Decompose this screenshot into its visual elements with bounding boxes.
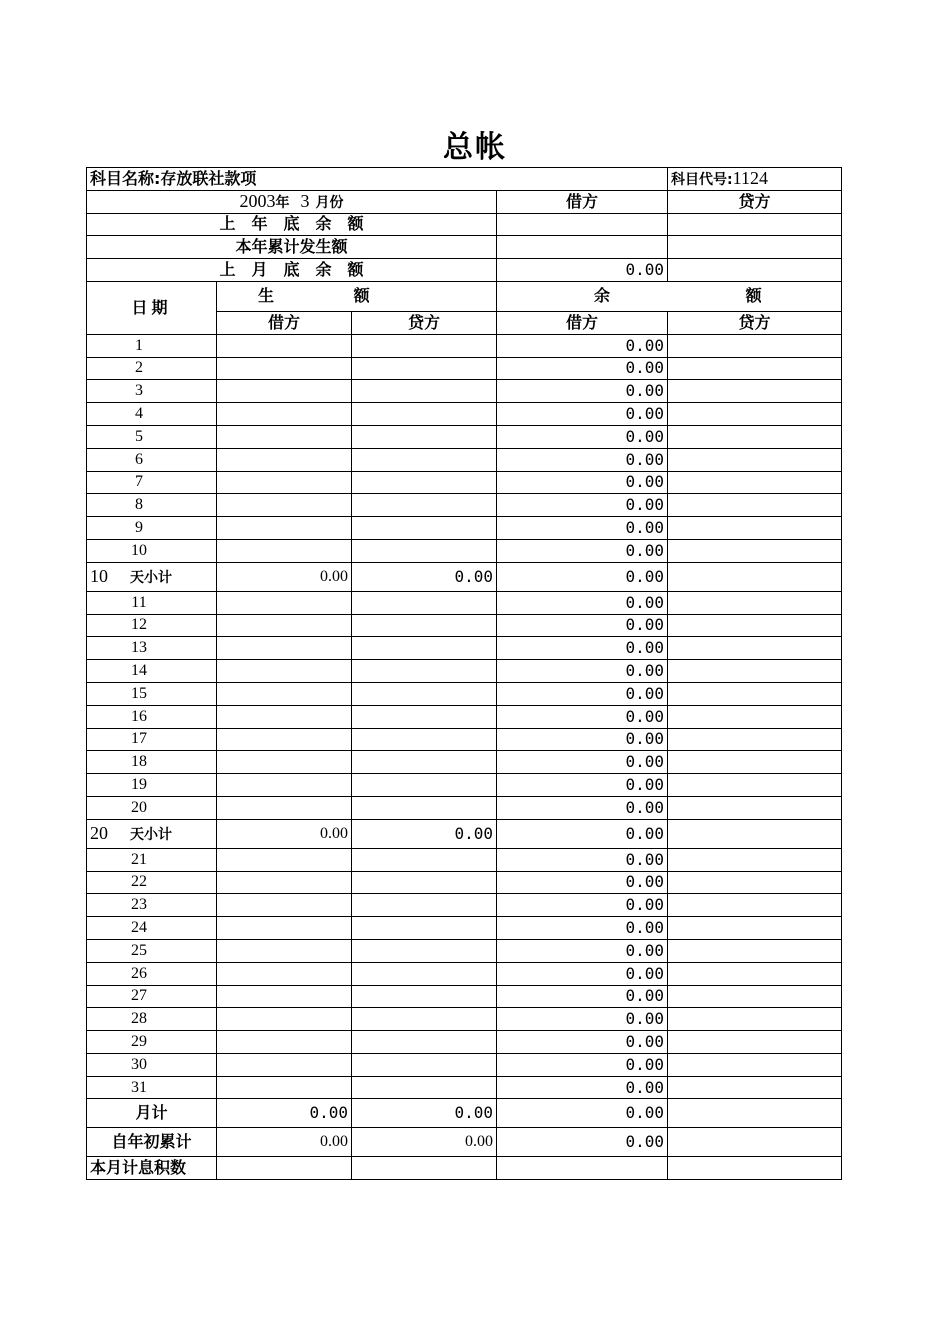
day-number: 3 [87,380,217,403]
day-balance: 0.00 [497,774,668,797]
day-balance: 0.00 [497,380,668,403]
day-number: 11 [87,591,217,614]
month-total-credit: 0.00 [352,1099,497,1128]
day-credit [352,705,497,728]
day-credit [352,1031,497,1054]
day-credit [352,660,497,683]
day-credit [352,751,497,774]
period-year-suffix: 年 [275,194,290,211]
day-balance: 0.00 [497,728,668,751]
day-balance: 0.00 [497,539,668,562]
day-credit [352,894,497,917]
day-balance-credit [668,728,842,751]
day-balance-credit [668,1008,842,1031]
balance-header-b: 额 [745,286,762,306]
debit-col-header: 借方 [217,311,352,334]
day-balance-credit [668,917,842,940]
day-balance: 0.00 [497,357,668,380]
ytd-total-label: 自年初累计 [87,1128,217,1157]
day-debit [217,334,352,357]
day-credit [352,917,497,940]
interest-cell [352,1157,497,1180]
ytd-total-balance: 0.00 [497,1128,668,1157]
day-balance-credit [668,425,842,448]
day-credit [352,774,497,797]
month-total-debit: 0.00 [217,1099,352,1128]
day-debit [217,774,352,797]
day-debit [217,682,352,705]
day-number: 23 [87,894,217,917]
day-number: 19 [87,774,217,797]
day-balance-credit [668,380,842,403]
day-number: 21 [87,848,217,871]
balance-header [497,281,842,311]
day-credit [352,357,497,380]
day-row [87,939,842,962]
day-row [87,962,842,985]
day-row [87,494,842,517]
account-code-cell [668,168,842,191]
day-debit [217,403,352,426]
day-debit [217,796,352,819]
occurrence-header-b: 额 [353,286,370,306]
day-debit [217,917,352,940]
day-number: 29 [87,1031,217,1054]
day-row [87,751,842,774]
day-balance: 0.00 [497,448,668,471]
day-debit [217,494,352,517]
period-month: 3 [300,190,310,211]
day-balance: 0.00 [497,494,668,517]
account-code: 1124 [732,167,768,188]
day-number: 10 [87,539,217,562]
month-total-empty [668,1099,842,1128]
day-row [87,334,842,357]
summary-debit: 0.00 [497,259,668,282]
day-row [87,894,842,917]
day-number: 13 [87,637,217,660]
day-row [87,1031,842,1054]
day-credit [352,682,497,705]
day-balance-credit [668,774,842,797]
day-debit [217,448,352,471]
summary-label: 本年累计发生额 [87,236,497,259]
day-row [87,357,842,380]
subtotal-debit: 0.00 [217,819,352,848]
subtotal-label-cell [87,819,217,848]
day-debit [217,1076,352,1099]
day-debit [217,660,352,683]
subtotal-credit: 0.00 [352,819,497,848]
day-balance: 0.00 [497,334,668,357]
day-balance: 0.00 [497,660,668,683]
day-balance: 0.00 [497,705,668,728]
subtotal-credit: 0.00 [352,562,497,591]
interest-cell [668,1157,842,1180]
subtotal-label: 天小计 [130,569,172,586]
interest-cell [497,1157,668,1180]
day-balance: 0.00 [497,894,668,917]
day-row [87,871,842,894]
day-debit [217,614,352,637]
day-debit [217,939,352,962]
day-number: 18 [87,751,217,774]
day-balance-credit [668,796,842,819]
day-credit [352,728,497,751]
summary-debit [497,213,668,236]
summary-credit [668,259,842,282]
day-balance-credit [668,1031,842,1054]
day-number: 9 [87,517,217,540]
day-balance: 0.00 [497,985,668,1008]
day-number: 30 [87,1053,217,1076]
day-row [87,917,842,940]
day-credit [352,425,497,448]
day-row [87,1053,842,1076]
ytd-total-credit: 0.00 [352,1128,497,1157]
day-credit [352,539,497,562]
day-balance: 0.00 [497,471,668,494]
period-year: 2003 [239,190,276,211]
subtotal-balance: 0.00 [497,819,668,848]
day-balance: 0.00 [497,848,668,871]
day-balance: 0.00 [497,1076,668,1099]
day-balance-credit [668,1053,842,1076]
month-total-balance: 0.00 [497,1099,668,1128]
day-balance: 0.00 [497,962,668,985]
day-debit [217,380,352,403]
day-credit [352,494,497,517]
day-balance: 0.00 [497,591,668,614]
subtotal-balance: 0.00 [497,562,668,591]
day-number: 6 [87,448,217,471]
subtotal-row [87,819,842,848]
day-credit [352,591,497,614]
day-balance: 0.00 [497,425,668,448]
subtotal-debit: 0.00 [217,562,352,591]
day-row [87,637,842,660]
day-row [87,448,842,471]
day-number: 15 [87,682,217,705]
day-number: 8 [87,494,217,517]
subtotal-row [87,562,842,591]
day-balance: 0.00 [497,517,668,540]
day-balance-credit [668,1076,842,1099]
day-row [87,380,842,403]
day-balance-credit [668,517,842,540]
day-credit [352,471,497,494]
day-number: 4 [87,403,217,426]
day-balance-credit [668,939,842,962]
interest-row-label: 本月计息积数 [87,1157,217,1180]
day-balance: 0.00 [497,1008,668,1031]
day-debit [217,894,352,917]
day-balance-credit [668,334,842,357]
day-balance-credit [668,471,842,494]
day-row [87,660,842,683]
day-number: 5 [87,425,217,448]
day-credit [352,939,497,962]
day-number: 24 [87,917,217,940]
account-name: 科目名称:存放联社款项 [87,168,668,191]
day-credit [352,614,497,637]
balance-credit-col-header: 贷方 [668,311,842,334]
day-credit [352,848,497,871]
day-balance-credit [668,894,842,917]
day-number: 26 [87,962,217,985]
day-debit [217,1031,352,1054]
day-balance-credit [668,539,842,562]
ytd-total-empty [668,1128,842,1157]
day-balance: 0.00 [497,796,668,819]
day-balance-credit [668,403,842,426]
day-debit [217,517,352,540]
day-debit [217,539,352,562]
day-balance: 0.00 [497,637,668,660]
summary-debit [497,236,668,259]
day-debit [217,425,352,448]
balance-debit-col-header: 借方 [497,311,668,334]
day-number: 12 [87,614,217,637]
day-row [87,614,842,637]
day-credit [352,796,497,819]
day-debit [217,637,352,660]
day-row [87,848,842,871]
day-number: 20 [87,796,217,819]
day-debit [217,471,352,494]
day-number: 22 [87,871,217,894]
day-balance-credit [668,494,842,517]
day-row [87,591,842,614]
subtotal-balance-credit [668,562,842,591]
day-credit [352,1008,497,1031]
day-debit [217,871,352,894]
day-balance-credit [668,751,842,774]
day-debit [217,751,352,774]
subtotal-balance-credit [668,819,842,848]
day-balance: 0.00 [497,751,668,774]
summary-label: 上 月 底 余 额 [87,259,497,282]
day-number: 17 [87,728,217,751]
day-row [87,985,842,1008]
day-number: 31 [87,1076,217,1099]
subtotal-day: 10 [90,565,108,586]
day-number: 16 [87,705,217,728]
date-header: 日期 [87,281,217,334]
day-debit [217,848,352,871]
day-balance-credit [668,871,842,894]
day-row [87,682,842,705]
day-credit [352,1053,497,1076]
day-balance-credit [668,357,842,380]
day-balance: 0.00 [497,1053,668,1076]
day-balance: 0.00 [497,682,668,705]
day-balance-credit [668,705,842,728]
summary-credit [668,236,842,259]
day-credit [352,1076,497,1099]
day-row [87,774,842,797]
day-balance: 0.00 [497,614,668,637]
month-total-label: 月计 [87,1099,217,1128]
interest-cell [217,1157,352,1180]
credit-col-header: 贷方 [352,311,497,334]
page-title: 总帐 [443,130,507,165]
day-number: 27 [87,985,217,1008]
day-balance: 0.00 [497,871,668,894]
day-row [87,1076,842,1099]
day-balance-credit [668,848,842,871]
day-balance-credit [668,682,842,705]
day-row [87,425,842,448]
day-row [87,1008,842,1031]
day-credit [352,871,497,894]
day-balance-credit [668,637,842,660]
day-row [87,517,842,540]
day-row [87,403,842,426]
day-balance: 0.00 [497,403,668,426]
period-month-suffix: 月份 [315,194,344,211]
day-balance: 0.00 [497,917,668,940]
day-balance-credit [668,962,842,985]
subtotal-label: 天小计 [130,826,172,843]
day-credit [352,637,497,660]
occurrence-header [217,281,497,311]
day-number: 14 [87,660,217,683]
day-debit [217,591,352,614]
day-number: 7 [87,471,217,494]
top-debit-header: 借方 [497,190,668,213]
top-credit-header: 贷方 [668,190,842,213]
day-number: 1 [87,334,217,357]
balance-header-a: 余 [594,286,611,306]
day-debit [217,357,352,380]
day-debit [217,705,352,728]
day-row [87,705,842,728]
summary-label: 上 年 底 余 额 [87,213,497,236]
day-number: 2 [87,357,217,380]
day-debit [217,1053,352,1076]
day-balance-credit [668,985,842,1008]
subtotal-label-cell [87,562,217,591]
day-credit [352,380,497,403]
day-row [87,728,842,751]
day-credit [352,962,497,985]
day-row [87,471,842,494]
day-debit [217,1008,352,1031]
day-credit [352,517,497,540]
day-number: 25 [87,939,217,962]
day-balance-credit [668,660,842,683]
day-debit [217,985,352,1008]
ledger-table [86,167,842,1180]
day-row [87,796,842,819]
day-balance: 0.00 [497,1031,668,1054]
day-credit [352,334,497,357]
day-balance: 0.00 [497,939,668,962]
account-code-label: 科目代号: [671,171,733,188]
period-cell [87,190,497,213]
day-balance-credit [668,614,842,637]
day-credit [352,448,497,471]
day-row [87,539,842,562]
day-debit [217,728,352,751]
subtotal-day: 20 [90,822,108,843]
day-debit [217,962,352,985]
day-credit [352,403,497,426]
ytd-total-debit: 0.00 [217,1128,352,1157]
day-balance-credit [668,448,842,471]
occurrence-header-a: 生 [258,286,275,306]
day-credit [352,985,497,1008]
summary-credit [668,213,842,236]
day-number: 28 [87,1008,217,1031]
day-balance-credit [668,591,842,614]
